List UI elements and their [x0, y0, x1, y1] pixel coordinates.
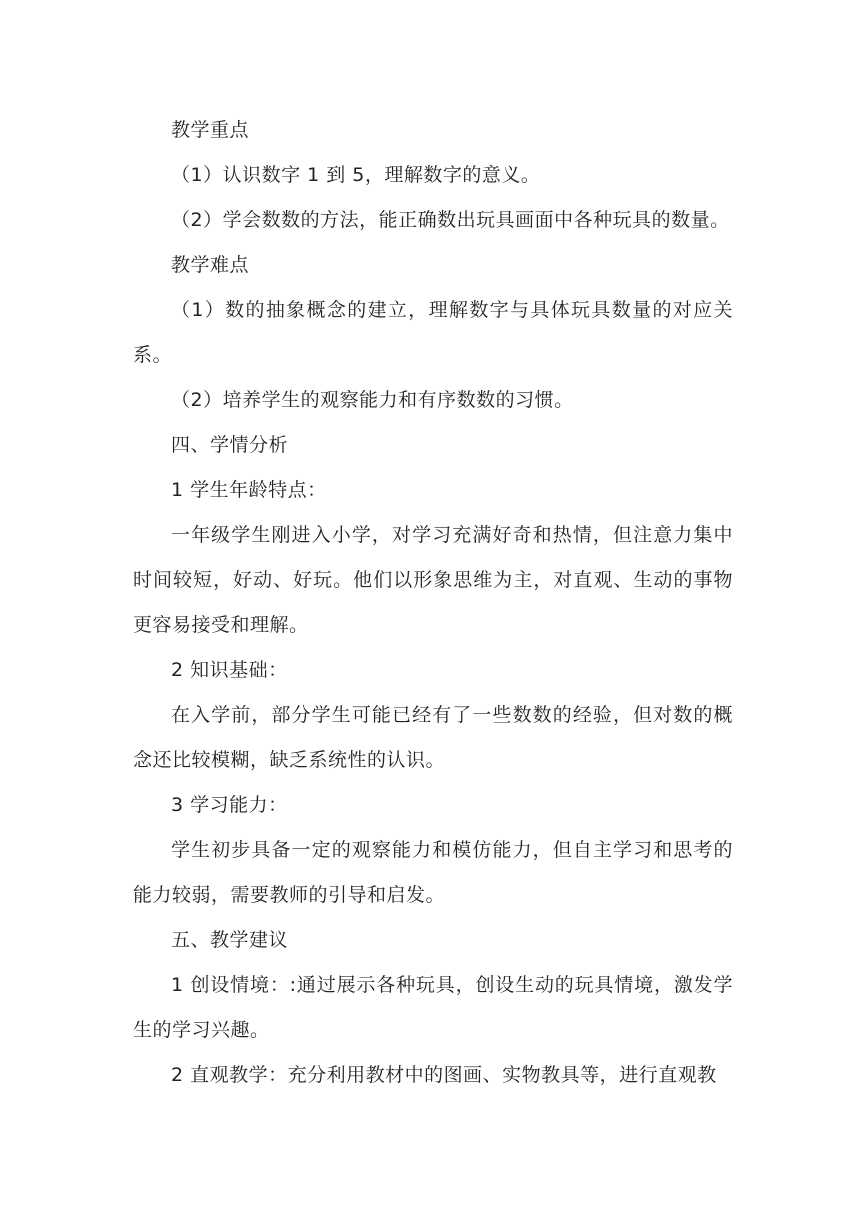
heading-teaching-key-points: 教学重点 — [171, 119, 250, 141]
difficulty-1: （1）数的抽象概念的建立，理解数字与具体玩具数量的对应关系。 — [133, 299, 733, 366]
key-point-2: （2）学会数数的方法，能正确数出玩具画面中各种玩具的数量。 — [171, 209, 730, 231]
suggestion-2: 2 直观教学：充分利用教材中的图画、实物教具等，进行直观教 — [171, 1064, 717, 1086]
section-heading-learner-analysis: 四、学情分析 — [171, 434, 289, 456]
paragraph-knowledge-base: 在入学前，部分学生可能已经有了一些数数的经验，但对数的概念还比较模糊，缺乏系统性的认识。 — [133, 704, 733, 771]
document-body — [133, 108, 733, 1098]
suggestion-1: 1 创设情境：:通过展示各种玩具，创设生动的玩具情境，激发学生的学习兴趣。 — [133, 974, 733, 1041]
difficulty-2: （2）培养学生的观察能力和有序数数的习惯。 — [171, 389, 574, 411]
subheading-knowledge-base: 2 知识基础： — [171, 659, 288, 681]
subheading-learning-ability: 3 学习能力： — [171, 794, 288, 816]
paragraph-age-characteristics: 一年级学生刚进入小学，对学习充满好奇和热情，但注意力集中时间较短，好动、好玩。他们以形象思维为主，对直观、生动的事物更容易接受和理解。 — [133, 524, 733, 636]
section-heading-teaching-suggestions: 五、教学建议 — [171, 929, 289, 951]
heading-teaching-difficulties: 教学难点 — [171, 254, 250, 276]
paragraph-learning-ability: 学生初步具备一定的观察能力和模仿能力，但自主学习和思考的能力较弱，需要教师的引导和启发。 — [133, 839, 733, 906]
key-point-1: （1）认识数字 1 到 5，理解数字的意义。 — [171, 164, 541, 186]
subheading-age-characteristics: 1 学生年龄特点： — [171, 479, 327, 501]
